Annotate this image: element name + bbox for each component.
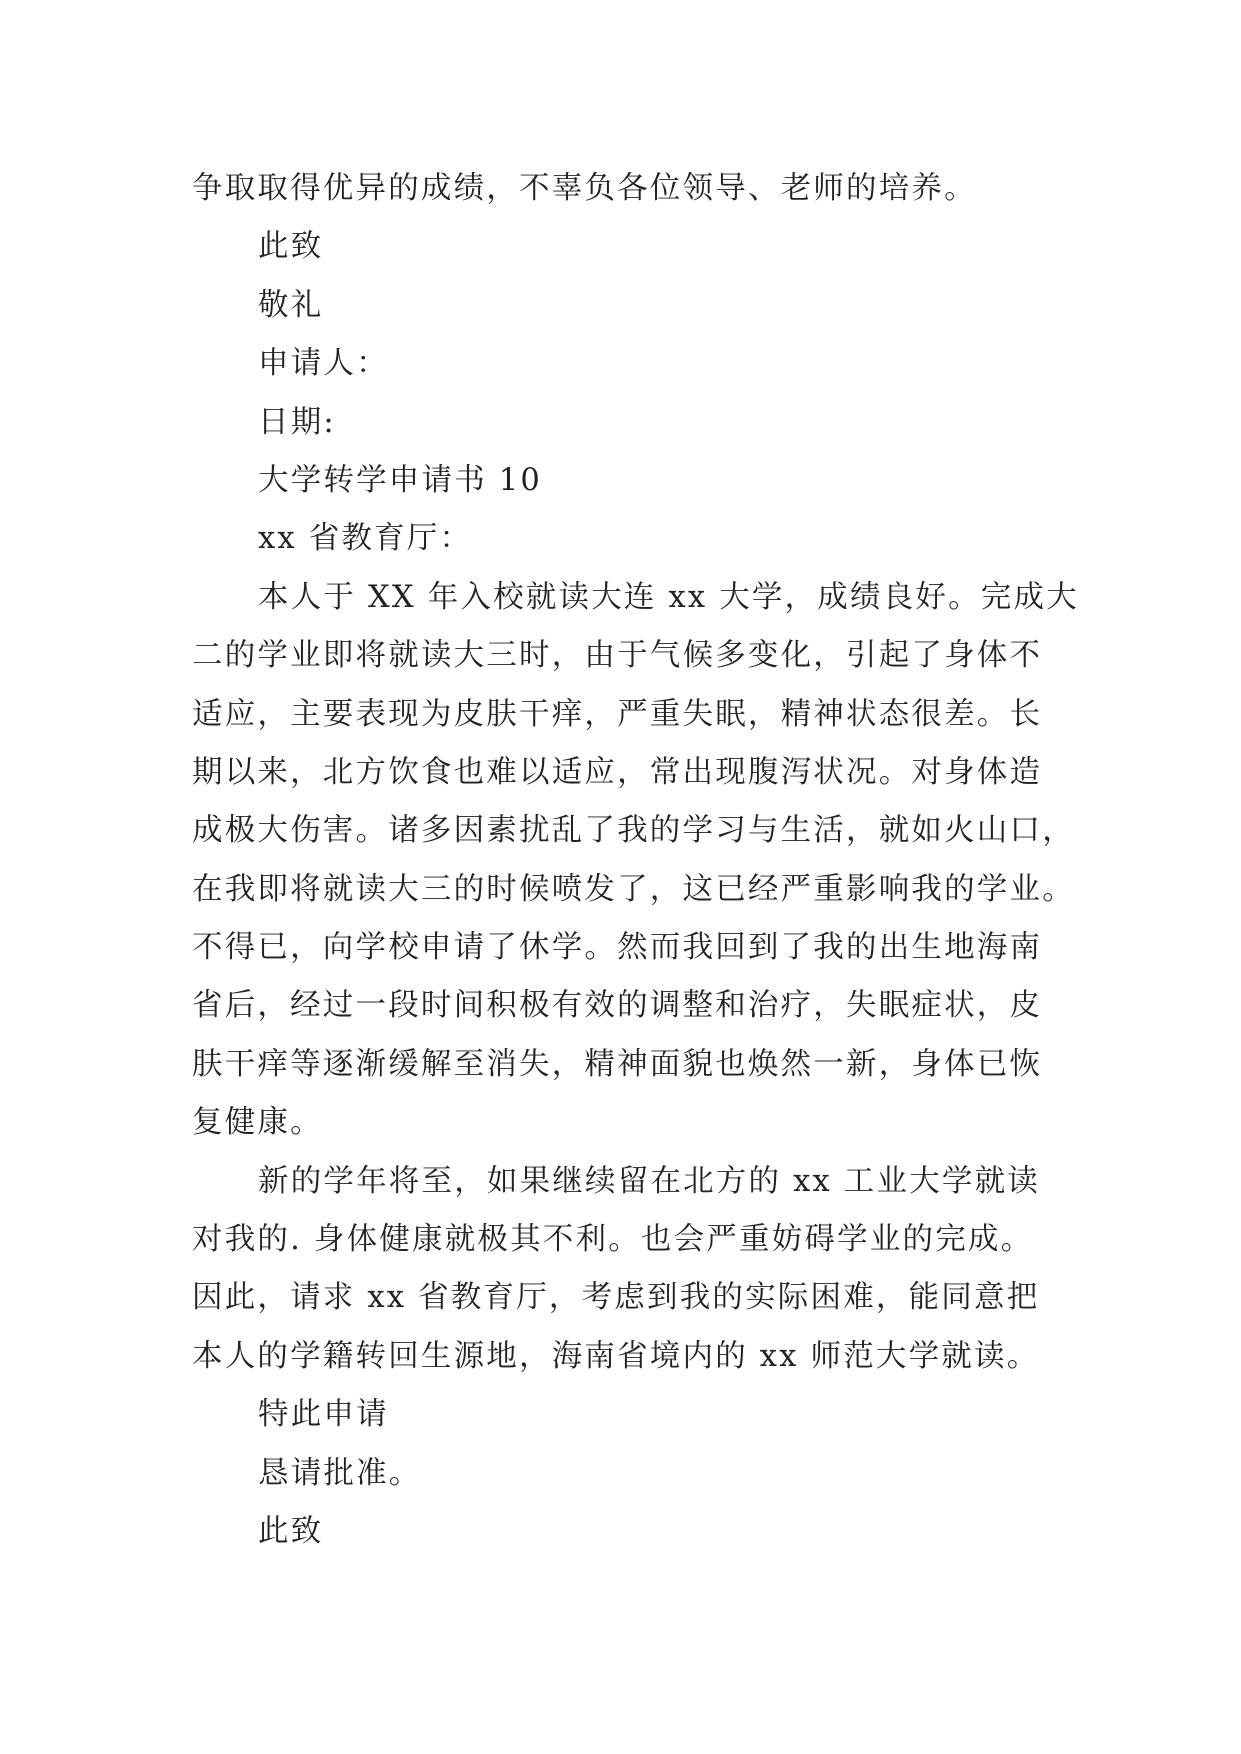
body-paragraph-line: 对我的. 身体健康就极其不利。也会严重妨碍学业的完成。	[192, 1222, 1034, 1258]
body-paragraph-line: 在我即将就读大三的时候喷发了，这已经严重影响我的学业。	[192, 871, 1075, 907]
body-paragraph-line: 成极大伤害。诸多因素扰乱了我的学习与生活，就如火山口，	[192, 813, 1075, 849]
date-label: 日期:	[258, 404, 336, 440]
closing-paragraph-line: 争取取得优异的成绩，不辜负各位领导、老师的培养。	[192, 171, 977, 206]
salutation-cizhi: 此致	[258, 1513, 324, 1549]
body-paragraph-line: 适应，主要表现为皮肤干痒，严重失眠，精神状态很差。长	[192, 696, 1043, 732]
body-paragraph-line: 因此，请求 xx 省教育厅，考虑到我的实际困难，能同意把	[192, 1280, 1040, 1316]
applicant-label: 申请人：	[258, 346, 389, 382]
salutation-jingli: 敬礼	[258, 287, 324, 323]
section-heading: 大学转学申请书 10	[258, 462, 543, 498]
body-paragraph-line: 二的学业即将就读大三时，由于气候多变化，引起了身体不	[192, 638, 1043, 674]
body-paragraph-line: 新的学年将至，如果继续留在北方的 xx 工业大学就读	[258, 1163, 1040, 1199]
salutation-cizhi: 此致	[258, 229, 324, 265]
body-paragraph-line: 复健康。	[192, 1105, 323, 1141]
request-closing-line: 恳请批准。	[258, 1455, 422, 1491]
body-paragraph-line: 期以来，北方饮食也难以适应，常出现腹泻状况。对身体造	[192, 754, 1043, 790]
body-paragraph-line: 本人的学籍转回生源地，海南省境内的 xx 师范大学就读。	[192, 1338, 1040, 1374]
document-body	[192, 160, 1079, 1561]
recipient-line: xx 省教育厅：	[258, 521, 473, 557]
body-paragraph-line: 肤干痒等逐渐缓解至消失，精神面貌也焕然一新，身体已恢	[192, 1046, 1043, 1082]
request-closing-line: 特此申请	[258, 1397, 389, 1433]
body-paragraph-line: 本人于 XX 年入校就读大连 xx 大学，成绩良好。完成大	[258, 579, 1079, 615]
body-paragraph-line: 省后，经过一段时间积极有效的调整和治疗，失眠症状，皮	[192, 988, 1043, 1024]
body-paragraph-line: 不得已，向学校申请了休学。然而我回到了我的出生地海南	[192, 930, 1043, 966]
